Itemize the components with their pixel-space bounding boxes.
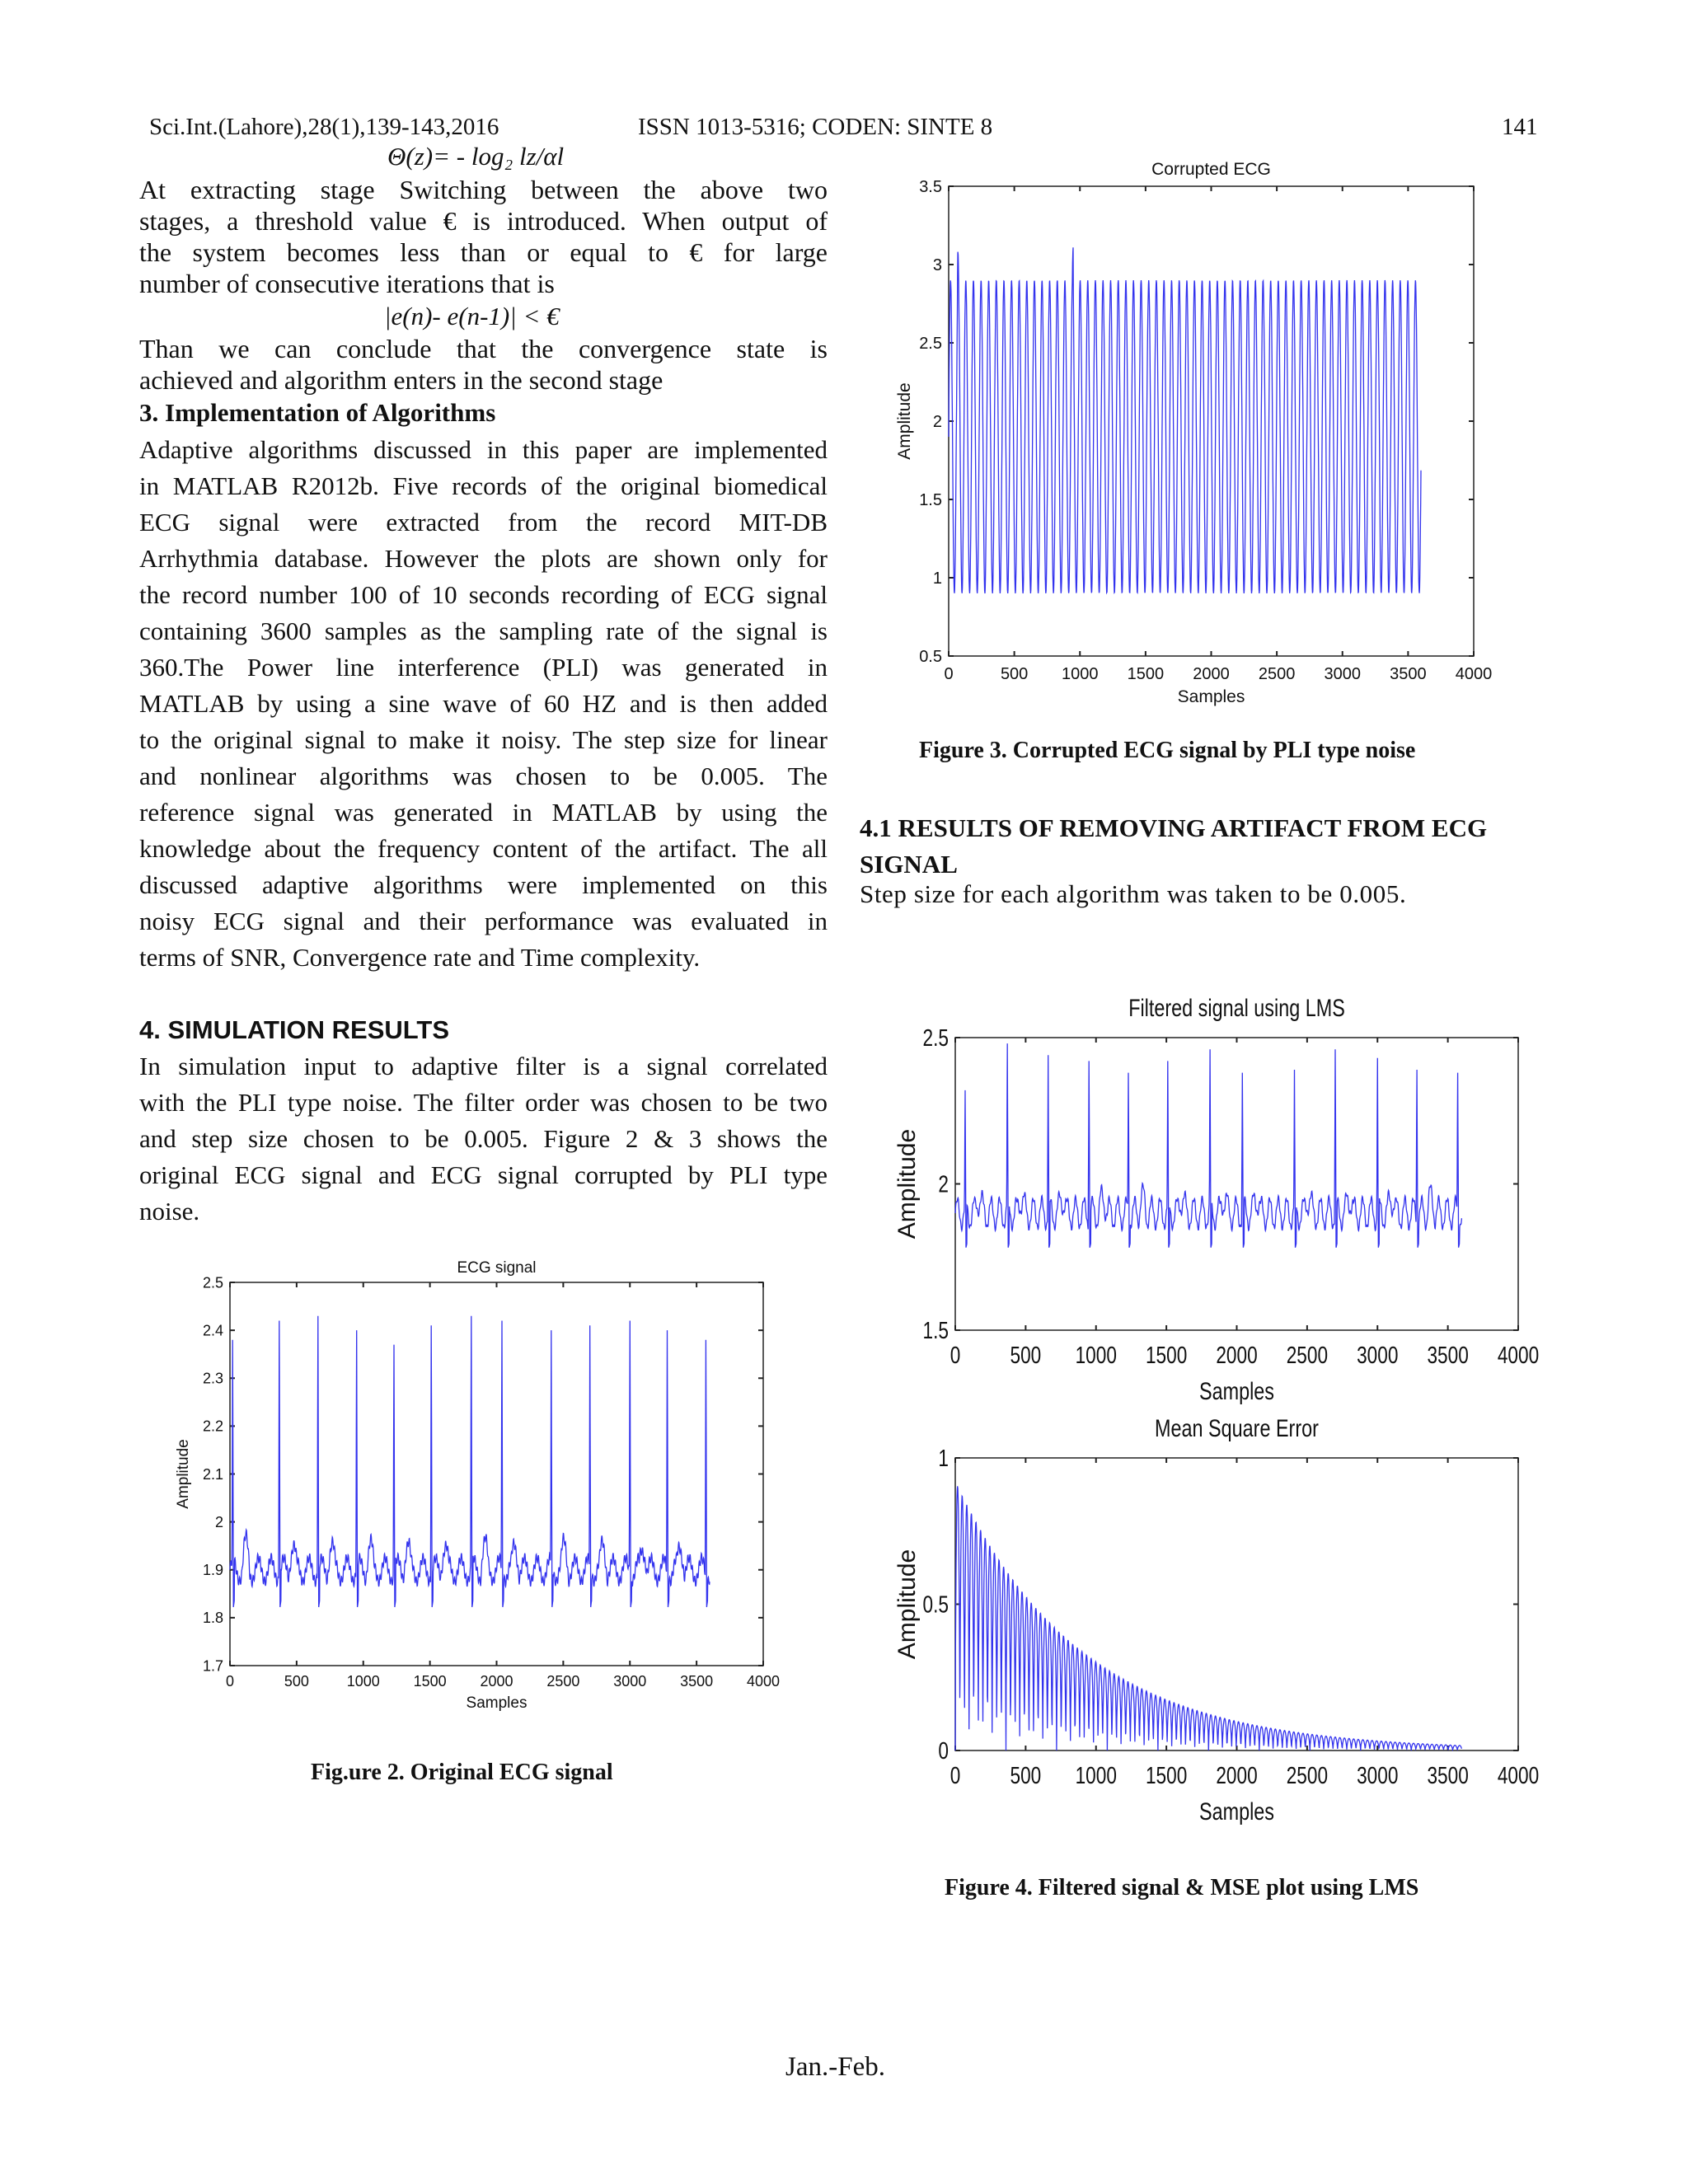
- x-tick-label: 2000: [1216, 1341, 1258, 1369]
- signal-trace: [230, 1316, 710, 1607]
- y-tick-label: 2.5: [922, 1024, 949, 1052]
- y-tick-label: 1.8: [202, 1610, 223, 1627]
- text-line: the record number 100 of 10 seconds recording of ECG signal: [139, 580, 828, 609]
- x-tick-label: 3000: [1357, 1761, 1399, 1789]
- text-line: MATLAB by using a sine wave of 60 HZ and is then added: [139, 689, 828, 718]
- heading-line: 4.1 RESULTS OF REMOVING ARTIFACT FROM ECG: [860, 813, 1488, 842]
- text-line: 360.The Power line interference (PLI) was generated in: [139, 653, 828, 682]
- section-3-heading: 3. Implementation of Algorithms: [139, 398, 496, 427]
- x-tick-label: 1500: [1145, 1341, 1188, 1369]
- y-tick-label: 2: [932, 413, 942, 431]
- text-line: At extracting stage Switching between the above two: [139, 175, 828, 204]
- x-tick-label: 1000: [1075, 1341, 1117, 1369]
- x-tick-label: 1000: [346, 1673, 380, 1690]
- text-line: ECG signal were extracted from the record MIT-DB: [139, 508, 828, 537]
- text-line: and nonlinear algorithms was chosen to be 0.005. The: [139, 762, 828, 790]
- y-tick-label: 1: [938, 1444, 949, 1472]
- plot-frame: [230, 1282, 763, 1666]
- text-line: stages, a threshold value € is introduced. When output of: [139, 206, 828, 236]
- x-tick-label: 2000: [1216, 1761, 1258, 1789]
- issn-coden: ISSN 1013-5316; CODEN: SINTE 8: [638, 114, 993, 140]
- chart-fig4a: [893, 994, 1539, 1404]
- chart-title: Filtered signal using LMS: [1128, 994, 1345, 1022]
- text-line: with the PLI type noise. The filter order was chosen to be two: [139, 1088, 828, 1117]
- text-line: and step size chosen to be 0.005. Figure 2 & 3 shows the: [139, 1124, 828, 1153]
- plot-frame: [955, 1458, 1518, 1750]
- x-tick-label: 2000: [480, 1673, 513, 1690]
- text-line: knowledge about the frequency content of the artifact. The all: [139, 834, 828, 863]
- x-tick-label: 500: [1000, 665, 1029, 683]
- x-tick-label: 1000: [1062, 665, 1099, 683]
- x-axis-label: Samples: [1198, 1797, 1275, 1825]
- y-tick-label: 2.5: [202, 1274, 223, 1291]
- y-axis-label: Amplitude: [893, 1549, 921, 1660]
- x-tick-label: 4000: [1497, 1341, 1540, 1369]
- y-axis-label: Amplitude: [175, 1439, 192, 1509]
- x-axis-label: Samples: [1198, 1377, 1275, 1405]
- text-line: containing 3600 samples as the sampling rate of the signal is: [139, 616, 828, 645]
- y-tick-label: 0: [938, 1736, 949, 1765]
- x-axis-label: Samples: [1177, 687, 1245, 706]
- figure-2-caption: Fig.ure 2. Original ECG signal: [311, 1760, 613, 1785]
- text-line: reference signal was generated in MATLAB by using the: [139, 798, 828, 827]
- x-tick-label: 0: [950, 1341, 961, 1369]
- text-line: number of consecutive iterations that is: [139, 269, 555, 298]
- x-tick-label: 2500: [1286, 1761, 1329, 1789]
- x-axis-label: Samples: [466, 1694, 528, 1712]
- section-4-1-text: Step size for each algorithm was taken to be 0.005.: [860, 879, 1407, 908]
- y-tick-label: 1.5: [919, 491, 942, 509]
- y-tick-label: 2.2: [202, 1418, 223, 1435]
- equation-theta: Θ(z)= - log₂ lz/αl: [387, 142, 565, 171]
- x-tick-label: 3500: [1427, 1341, 1469, 1369]
- y-tick-label: 1: [932, 569, 942, 588]
- x-tick-label: 0: [225, 1673, 235, 1690]
- x-tick-label: 1500: [413, 1673, 447, 1690]
- equation-threshold: |e(n)- e(n-1)| < €: [384, 302, 560, 330]
- x-tick-label: 1500: [1127, 665, 1165, 683]
- y-tick-label: 1.9: [202, 1562, 223, 1579]
- x-tick-label: 3000: [1324, 665, 1361, 683]
- text-line: terms of SNR, Convergence rate and Time complexity.: [139, 943, 701, 972]
- text-line: Than we can conclude that the convergence state is: [139, 334, 828, 363]
- x-tick-label: 2500: [546, 1673, 580, 1690]
- text-line: Adaptive algorithms discussed in this paper are implemented: [139, 435, 828, 464]
- footer-date: Jan.-Feb.: [785, 2052, 885, 2082]
- chart-fig4b: [893, 1414, 1539, 1825]
- figure-3-caption: Figure 3. Corrupted ECG signal by PLI type noise: [919, 738, 1416, 763]
- plot-frame: [955, 1038, 1518, 1330]
- x-tick-label: 1500: [1145, 1761, 1188, 1789]
- chart-fig2: [175, 1259, 780, 1712]
- figure-4-caption: Figure 4. Filtered signal & MSE plot using LMS: [945, 1875, 1419, 1900]
- x-tick-label: 1000: [1075, 1761, 1117, 1789]
- y-tick-label: 2.4: [202, 1322, 223, 1339]
- x-tick-label: 4000: [746, 1673, 781, 1690]
- page-number: 141: [1502, 114, 1538, 140]
- y-tick-label: 1.7: [202, 1657, 223, 1675]
- x-tick-label: 500: [1010, 1761, 1042, 1789]
- y-tick-label: 2: [214, 1513, 223, 1530]
- journal-citation: Sci.Int.(Lahore),28(1),139-143,2016: [149, 114, 499, 140]
- x-tick-label: 4000: [1455, 665, 1493, 683]
- y-tick-label: 2.5: [919, 335, 942, 353]
- x-tick-label: 0: [944, 665, 954, 683]
- text-line: In simulation input to adaptive filter is a signal correlated: [139, 1052, 828, 1080]
- y-tick-label: 0.5: [919, 648, 942, 666]
- y-tick-label: 2: [938, 1169, 949, 1198]
- y-tick-label: 3: [932, 256, 942, 274]
- chart-title: Mean Square Error: [1155, 1414, 1319, 1442]
- signal-trace: [955, 1486, 1461, 1750]
- x-tick-label: 3500: [680, 1673, 714, 1690]
- x-tick-label: 2500: [1286, 1341, 1329, 1369]
- heading-line: SIGNAL: [860, 850, 958, 879]
- y-tick-label: 3.5: [919, 178, 942, 196]
- x-tick-label: 3500: [1427, 1761, 1469, 1789]
- x-tick-label: 2000: [1193, 665, 1230, 683]
- y-tick-label: 2.3: [202, 1370, 223, 1387]
- x-tick-label: 3000: [1357, 1341, 1399, 1369]
- y-tick-label: 1.5: [922, 1316, 949, 1344]
- signal-trace: [949, 247, 1421, 593]
- text-line: the system becomes less than or equal to € for large: [139, 237, 828, 267]
- x-tick-label: 2500: [1258, 665, 1296, 683]
- text-line: noise.: [139, 1197, 200, 1226]
- y-axis-label: Amplitude: [893, 1128, 921, 1240]
- text-line: to the original signal to make it noisy. The step size for linear: [139, 725, 828, 754]
- text-line: Arrhythmia database. However the plots are shown only for: [139, 544, 828, 573]
- text-line: in MATLAB R2012b. Five records of the original biomedical: [139, 471, 828, 500]
- x-tick-label: 500: [284, 1673, 309, 1690]
- x-tick-label: 0: [950, 1761, 961, 1789]
- chart-fig3: [895, 160, 1492, 706]
- signal-trace: [955, 1043, 1461, 1248]
- y-axis-label: Amplitude: [895, 382, 914, 460]
- y-tick-label: 2.1: [202, 1465, 223, 1483]
- chart-title: Corrupted ECG: [1151, 160, 1271, 179]
- section-4-heading: 4. SIMULATION RESULTS: [139, 1015, 450, 1044]
- text-line: discussed adaptive algorithms were implemented on this: [139, 870, 828, 899]
- x-tick-label: 3000: [613, 1673, 647, 1690]
- text-line: noisy ECG signal and their performance was evaluated in: [139, 907, 828, 935]
- x-tick-label: 500: [1010, 1341, 1042, 1369]
- chart-title: ECG signal: [457, 1259, 537, 1277]
- text-line: achieved and algorithm enters in the second stage: [139, 365, 663, 395]
- text-line: original ECG signal and ECG signal corrupted by PLI type: [139, 1160, 828, 1189]
- x-tick-label: 4000: [1497, 1761, 1540, 1789]
- y-tick-label: 0.5: [922, 1590, 949, 1619]
- x-tick-label: 3500: [1390, 665, 1427, 683]
